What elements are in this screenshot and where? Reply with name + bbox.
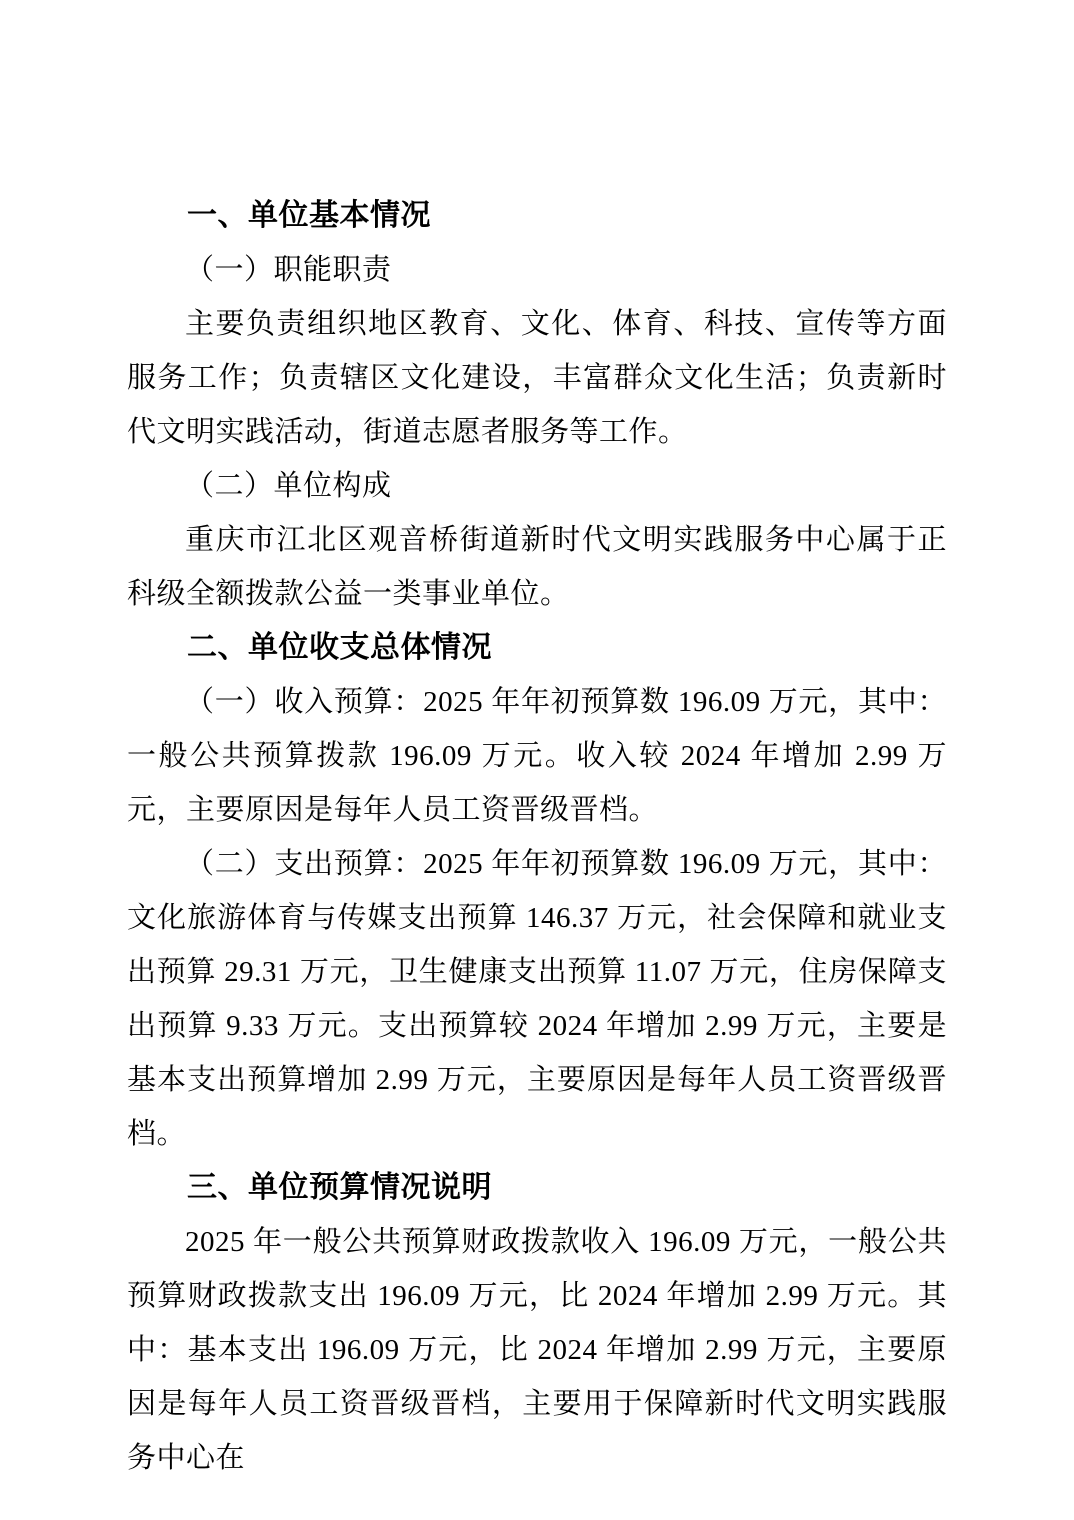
section-heading: 一、单位基本情况: [187, 199, 431, 232]
body-paragraph: 重庆市江北区观音桥街道新时代文明实践服务中心属于正科级全额拨款公益一类事业单位。: [127, 524, 947, 610]
section-heading: 二、单位收支总体情况: [187, 631, 492, 664]
body-paragraph: （一）收入预算：2025 年年初预算数 196.09 万元，其中：一般公共预算拨款 196.09 万元。收入较 2024 年增加 2.99 万元，主要原因是每年人员工资晋级晋档。: [127, 686, 947, 826]
section-heading: 三、单位预算情况说明: [187, 1171, 492, 1204]
document-content: [127, 189, 947, 1485]
body-paragraph: 主要负责组织地区教育、文化、体育、科技、宣传等方面服务工作；负责辖区文化建设，丰富群众文化生活；负责新时代文明实践活动，街道志愿者服务等工作。: [127, 308, 947, 448]
subsection-heading: （一）职能职责: [185, 254, 392, 286]
body-paragraph: 2025 年一般公共预算财政拨款收入 196.09 万元，一般公共预算财政拨款支出 196.09 万元，比 2024 年增加 2.99 万元。其中：基本支出 196.09 万元，比 2024 年增加 2.99 万元，主要原因是每年人员工资晋级晋档，主要用于保障新时代文明实践服务中心在: [127, 1226, 947, 1474]
body-paragraph: （二）支出预算：2025 年年初预算数 196.09 万元，其中：文化旅游体育与传媒支出预算 146.37 万元，社会保障和就业支出预算 29.31 万元，卫生健康支出预算 11.07 万元，住房保障支出预算 9.33 万元。支出预算较 2024 年增加 2.99 万元，主要是基本支出预算增加 2.99 万元，主要原因是每年人员工资晋级晋档。: [127, 848, 947, 1150]
subsection-heading: （二）单位构成: [185, 470, 392, 502]
